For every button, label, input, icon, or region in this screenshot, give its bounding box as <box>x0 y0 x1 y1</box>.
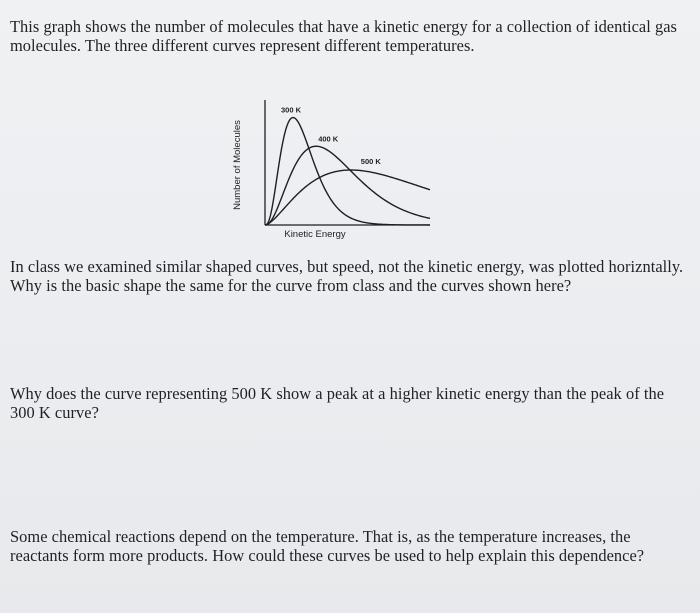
question-1: In class we examined similar shaped curves, but speed, not the kinetic energy, was plotted horizntally. Why is the basic shape the same for the curve from class and the curves shown here? <box>10 257 684 295</box>
curve-label-500-k: 500 K <box>360 157 381 166</box>
curve-label-400-k: 400 K <box>318 134 339 144</box>
curve-400-k <box>265 146 430 225</box>
curves-group <box>265 118 430 225</box>
question-2: Why does the curve representing 500 K show a peak at a higher kinetic energy than the peak of the 300 K curve? <box>10 384 665 422</box>
intro-paragraph: This graph shows the number of molecules that have a kinetic energy for a collection of identical gas molecules. The three different curves represent different temperatures. <box>10 17 677 55</box>
bleed-through-mark <box>60 430 144 446</box>
y-axis-label: Number of Molecules <box>232 120 243 210</box>
curve-label-300-k: 300 K <box>280 105 302 115</box>
curve-labels-group <box>281 106 381 167</box>
curve-300-k <box>265 118 430 225</box>
energy-distribution-chart <box>225 90 440 250</box>
x-axis-label: Kinetic Energy <box>284 229 346 240</box>
question-3: Some chemical reactions depend on the temperature. That is, as the temperature increases, the reactants form more products. How could these curves be used to help explain this dependence? <box>10 527 645 565</box>
